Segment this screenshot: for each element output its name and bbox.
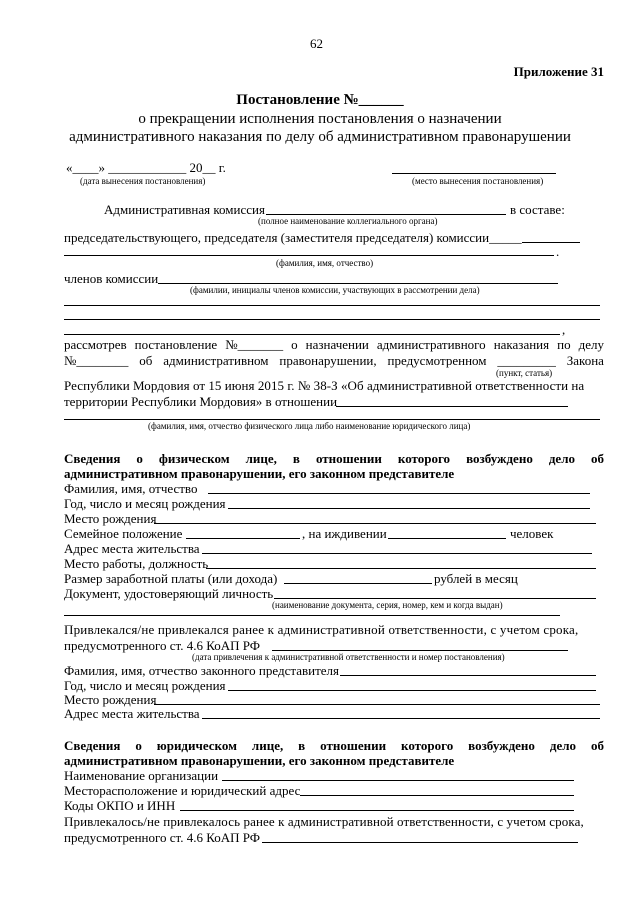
appendix-label: Приложение 31 [513,64,604,79]
physical-prev-line-1: Привлекался/не привлекался ранее к административной ответственности, с учетом срока, [64,622,579,637]
chair-label: председательствующего, председателя (заместителя председателя) комиссии_____ [64,230,522,245]
document-subtitle-2: административного наказания по делу об административном правонарушении [69,129,571,145]
members-line-2 [64,305,600,306]
members-line-3 [64,319,600,320]
field-work: Место работы, должность [64,556,209,571]
rep-address: Адрес места жительства [64,706,200,721]
legal-org-name: Наименование организации [64,768,219,783]
subject-line-2 [64,419,600,420]
members-label: членов комиссии [64,271,159,286]
prev-caption: (дата привлечения к административной ответственности и номер постановления) [192,652,505,662]
chair-line-a [522,242,580,243]
field-family: Семейное положение [64,526,183,541]
rep-name: Фамилия, имя, отчество законного представителя [64,663,339,678]
commission-name-line [266,214,506,215]
considered-line-3: Республики Мордовия от 15 июня 2015 г. № 38-З «Об административной ответственности на [64,378,585,393]
date-line: «____» ____________ 20__ г. [66,160,226,175]
page-number: 62 [310,36,323,51]
article-caption: (пункт, статья) [496,368,553,378]
field-birthplace: Место рождения [64,511,157,526]
legal-heading: Сведения о юридическом лице, в отношении которого возбуждено дело об [64,738,604,753]
chair-line-b [64,255,554,256]
field-birth: Год, число и месяц рождения [64,496,226,511]
place-caption: (место вынесения постановления) [412,176,544,186]
legal-heading-2: административном правонарушении, его законном представителе [64,753,455,768]
physical-heading-2: административном правонарушении, его законном представителе [64,466,455,481]
commission-caption: (полное наименование коллегиального органа) [258,216,438,226]
legal-prev-line-2: предусмотренного ст. 4.6 КоАП РФ [64,830,261,845]
field-name: Фамилия, имя, отчество [64,481,198,496]
document-title: Постановление №______ [236,92,404,108]
rep-birthplace: Место рождения [64,692,157,707]
considered-line-1: рассмотрев постановление №_______ о назначении административного наказания по делу [64,337,604,352]
rep-birth: Год, число и месяц рождения [64,678,226,693]
field-persons: человек [510,526,554,541]
document-caption: (наименование документа, серия, номер, кем и когда выдан) [272,600,503,610]
legal-prev-line-1: Привлекалось/не привлекалось ранее к административной ответственности, с учетом срока, [64,814,584,829]
considered-line-4: территории Республики Мордовия» в отношении [64,394,338,409]
field-address: Адрес места жительства [64,541,200,556]
subject-caption: (фамилия, имя, отчество физического лица либо наименование юридического лица) [148,421,471,431]
field-document: Документ, удостоверяющий личность [64,586,274,601]
commission-label: Административная комиссия [104,202,265,217]
field-rubles: рублей в месяц [434,571,518,586]
subject-line [336,406,568,407]
date-caption: (дата вынесения постановления) [80,176,206,186]
physical-heading: Сведения о физическом лице, в отношении которого возбуждено дело об [64,451,604,466]
members-line-4 [64,334,560,335]
members-line [158,283,558,284]
chair-caption: (фамилия, имя, отчество) [276,258,374,268]
legal-codes: Коды ОКПО и ИНН [64,798,176,813]
considered-line-2: №________ об административном правонарушении, предусмотренном _________ Закона [64,353,604,368]
legal-location: Месторасположение и юридический адрес [64,783,301,798]
members-caption: (фамилии, инициалы членов комиссии, участвующих в рассмотрении дела) [190,285,480,295]
field-salary: Размер заработной платы (или дохода) [64,571,278,586]
place-line [392,173,556,174]
document-subtitle-1: о прекращении исполнения постановления о назначении [138,111,502,127]
field-dependents: , на иждивении [302,526,387,541]
physical-prev-line-2: предусмотренного ст. 4.6 КоАП РФ [64,638,261,653]
commission-composition: в составе: [510,202,565,217]
